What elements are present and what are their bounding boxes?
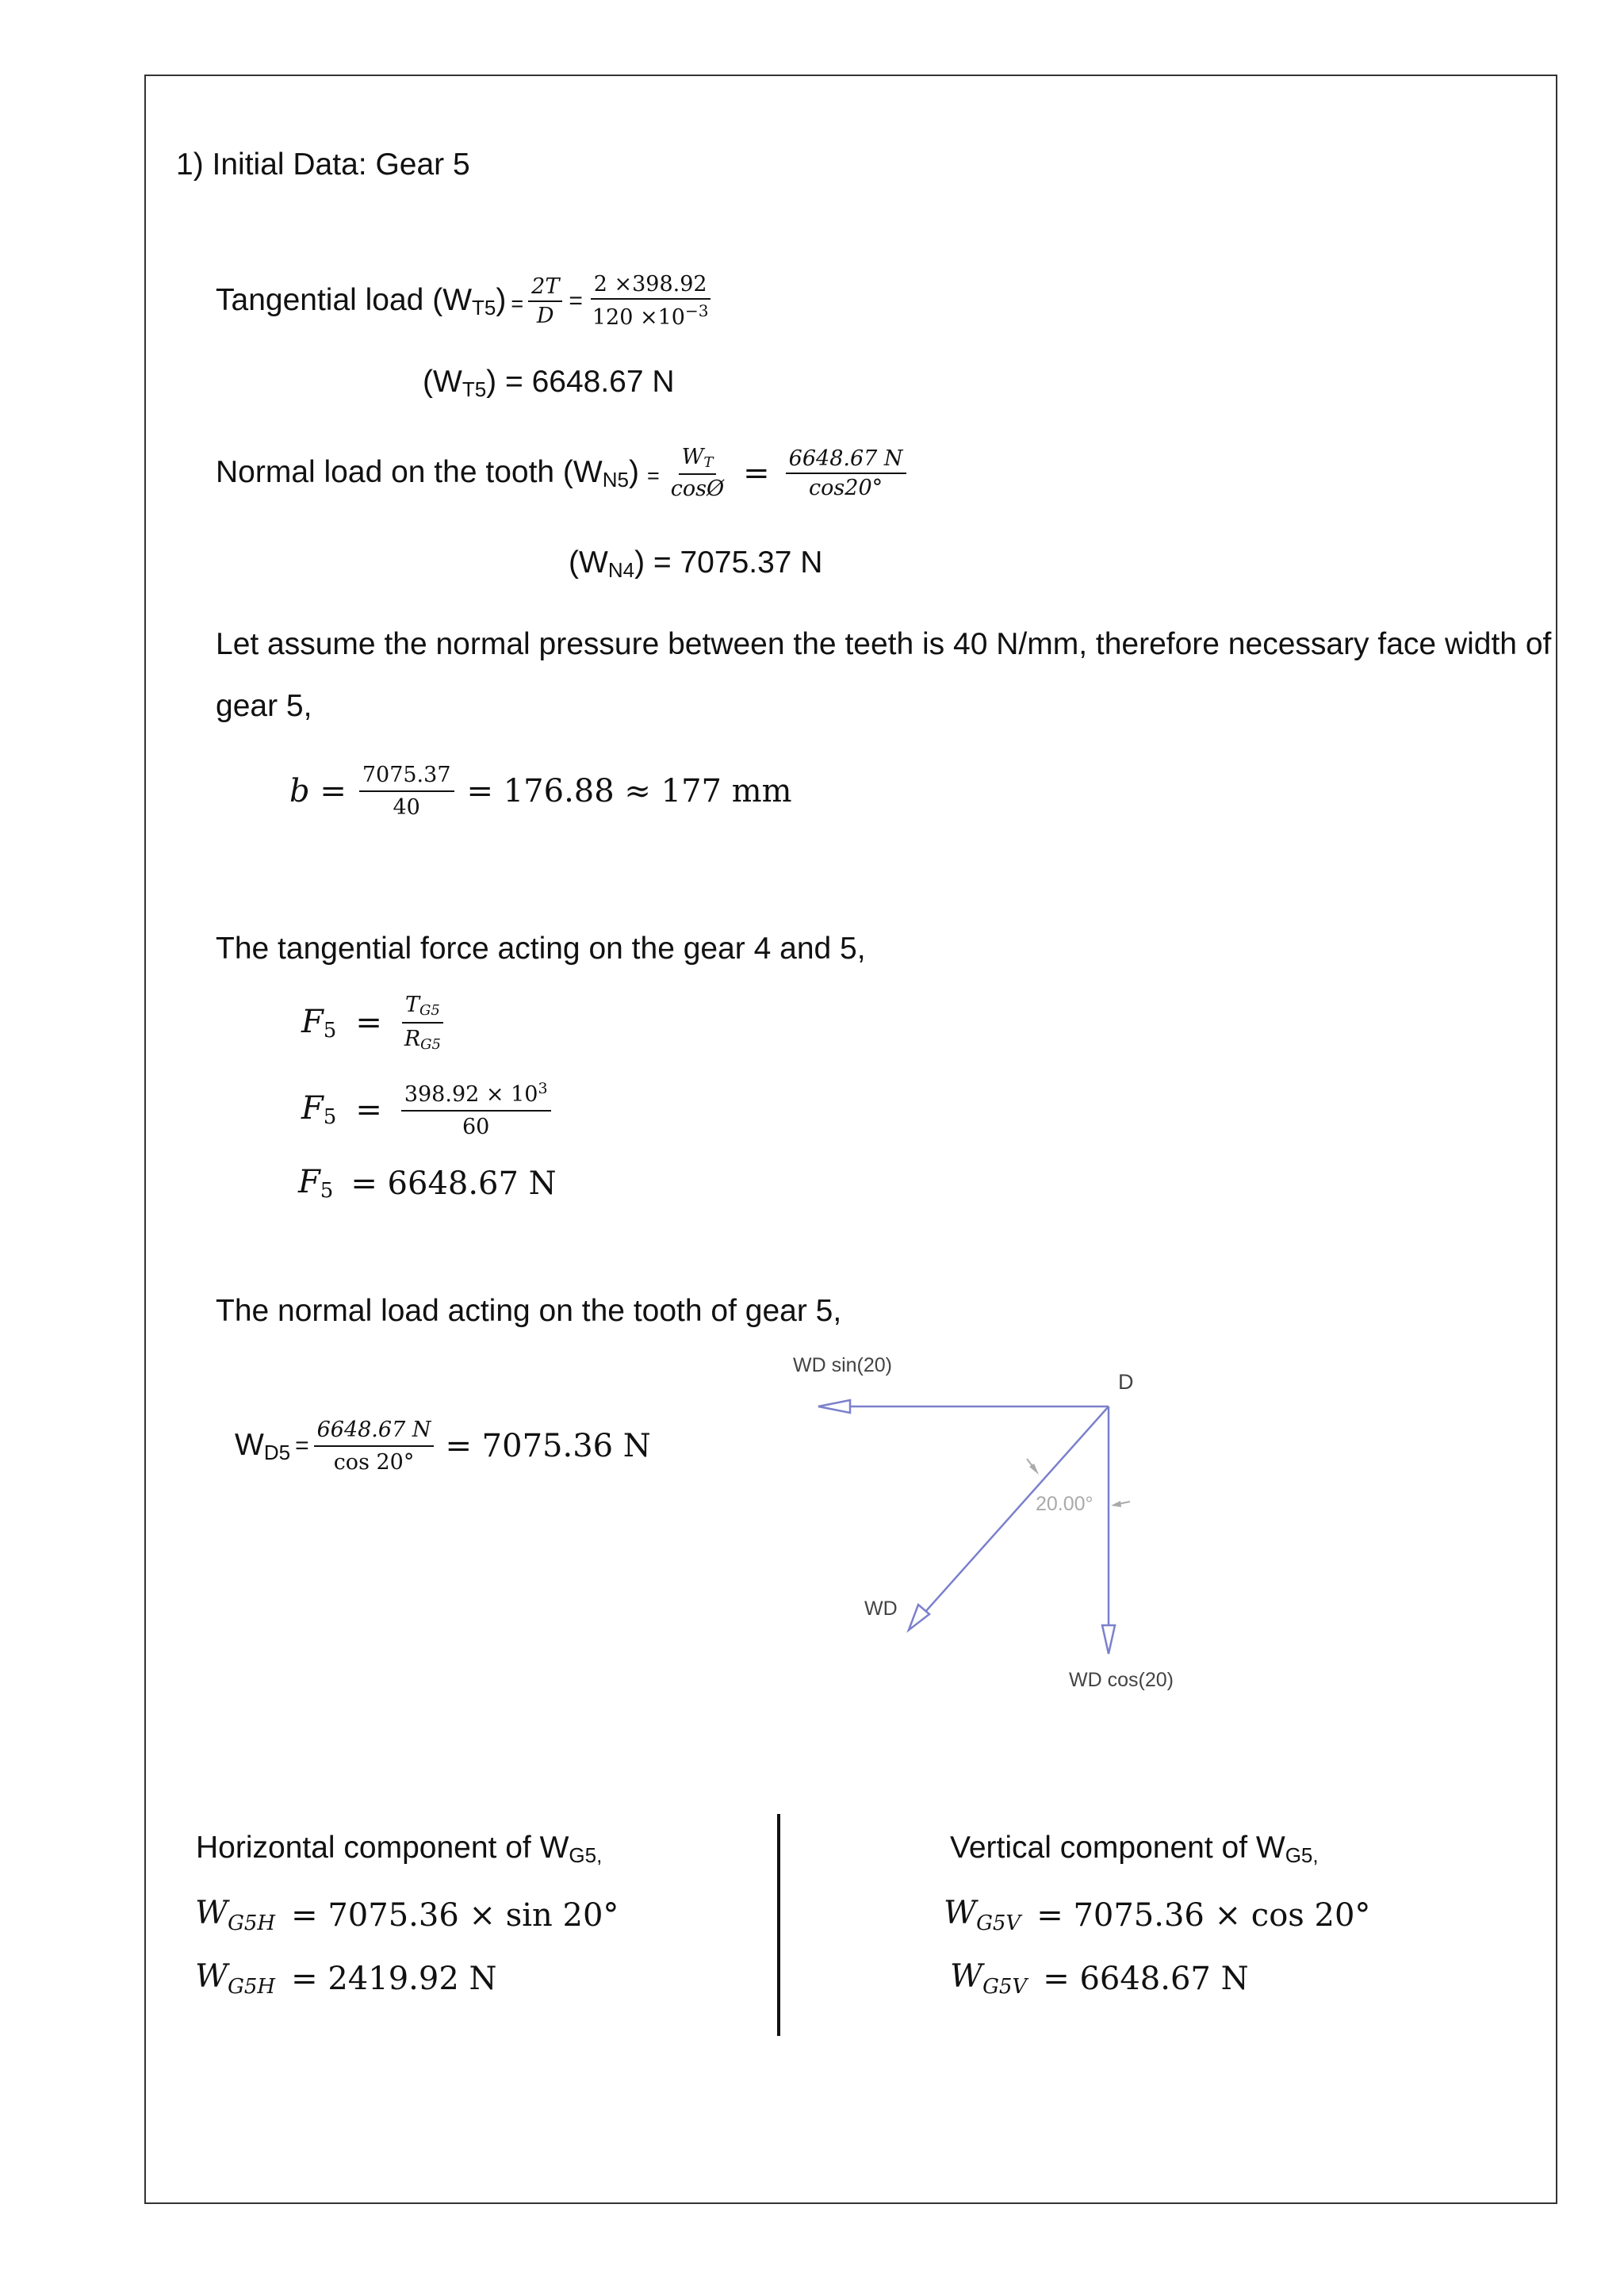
horizontal-component-eq2: $W_{G5H}$ = 2419.92 N <box>195 1958 497 1999</box>
fraction-torque-diameter: $\frac{2 \times 398.92}{120 \times 10^{-3}}$ <box>589 274 712 328</box>
equals-sign: = <box>569 287 583 314</box>
equals-sign: = <box>646 464 660 488</box>
fraction-tg5-rg5: $\frac{TG5}{RG5}$ <box>401 993 444 1053</box>
vertical-force-arrow <box>1102 1406 1115 1654</box>
horizontal-component-eq1: $W_{G5H}$ = 7075.36 × sin 20° <box>195 1895 619 1935</box>
tangential-load-equation <box>216 274 711 328</box>
resultant-force-arrow <box>909 1406 1109 1630</box>
label-wd-sin: WD sin(20) <box>793 1354 893 1376</box>
tangential-force-line1: $F_5$ = $\frac{TG5}{RG5}$ <box>301 993 444 1053</box>
column-separator <box>777 1814 780 2036</box>
face-width-result: = 176.88 ≈ 177 mm <box>466 773 792 809</box>
tangential-force-line2: $F_5$ = $\frac{398.92 \times 10^3}{60}$ <box>301 1080 551 1139</box>
page-border <box>144 75 1557 2204</box>
face-width-text-line2: gear 5, <box>216 689 312 723</box>
horizontal-force-arrow <box>818 1400 1109 1413</box>
tangential-force-text: The tangential force acting on the gear 4 and 5, <box>216 932 866 966</box>
label-wd-cos: WD cos(20) <box>1069 1669 1174 1691</box>
fraction-wt-cos: $\frac{WT}{\cos Ø}$ <box>670 445 725 501</box>
vertical-component-eq1: $W_{G5V}$ = 7075.36 × cos 20° <box>944 1895 1371 1935</box>
b-equals: b = <box>289 773 347 809</box>
normal-load-result: $(W_{N4}) = 7075.37$ N <box>569 545 823 582</box>
face-width-text-line1: Let assume the normal pressure between the teeth is 40 N/mm, therefore necessary face width of <box>216 627 1552 661</box>
vertical-component-heading: Vertical component of $W_{G5,}$ <box>950 1831 1319 1867</box>
fraction-load-cos20: $\frac{6648.67 N}{\cos 20^\circ}$ <box>786 448 906 499</box>
normal-label: Normal load on the tooth $(W_{N5})$ <box>216 454 639 492</box>
fraction-2t-d: $\frac{2T}{D}$ <box>528 276 562 327</box>
label-wd: WD <box>864 1598 898 1620</box>
section-heading: 1) Initial Data: Gear 5 <box>176 147 470 182</box>
equals-sign: = <box>511 292 524 316</box>
equals-sign: = <box>743 454 770 492</box>
normal-load-text: The normal load acting on the tooth of gear 5, <box>216 1294 842 1328</box>
tangential-label: Tangential load $(W_{T5})$ <box>216 282 507 320</box>
fraction-wd5: $\frac{6648.67 N}{\cos 20^\circ}$ <box>314 1418 435 1475</box>
label-d: D <box>1118 1370 1134 1394</box>
normal-load-equation <box>216 446 906 499</box>
fraction-face-width: $\frac{7075.37}{40}$ <box>359 763 454 820</box>
fraction-torque-radius: $\frac{398.92 \times 10^3}{60}$ <box>401 1080 551 1139</box>
label-angle: 20.00° <box>1036 1493 1094 1515</box>
horizontal-component-heading: Horizontal component of $W_{G5,}$ <box>196 1831 603 1867</box>
tangential-force-line3: $F_5$ = 6648.67 N <box>298 1164 557 1203</box>
wd5-equation: $W_{D5}$ = $\frac{6648.67 N}{\cos 20^\circ}$ = 7075.36 N <box>235 1418 651 1475</box>
face-width-equation <box>289 763 792 820</box>
tangential-load-result: $(W_{T5}) = 6648.67$ N <box>423 365 675 401</box>
vertical-component-eq2: $W_{G5V}$ = 6648.67 N <box>950 1958 1249 1999</box>
force-diagram <box>777 1348 1205 1697</box>
